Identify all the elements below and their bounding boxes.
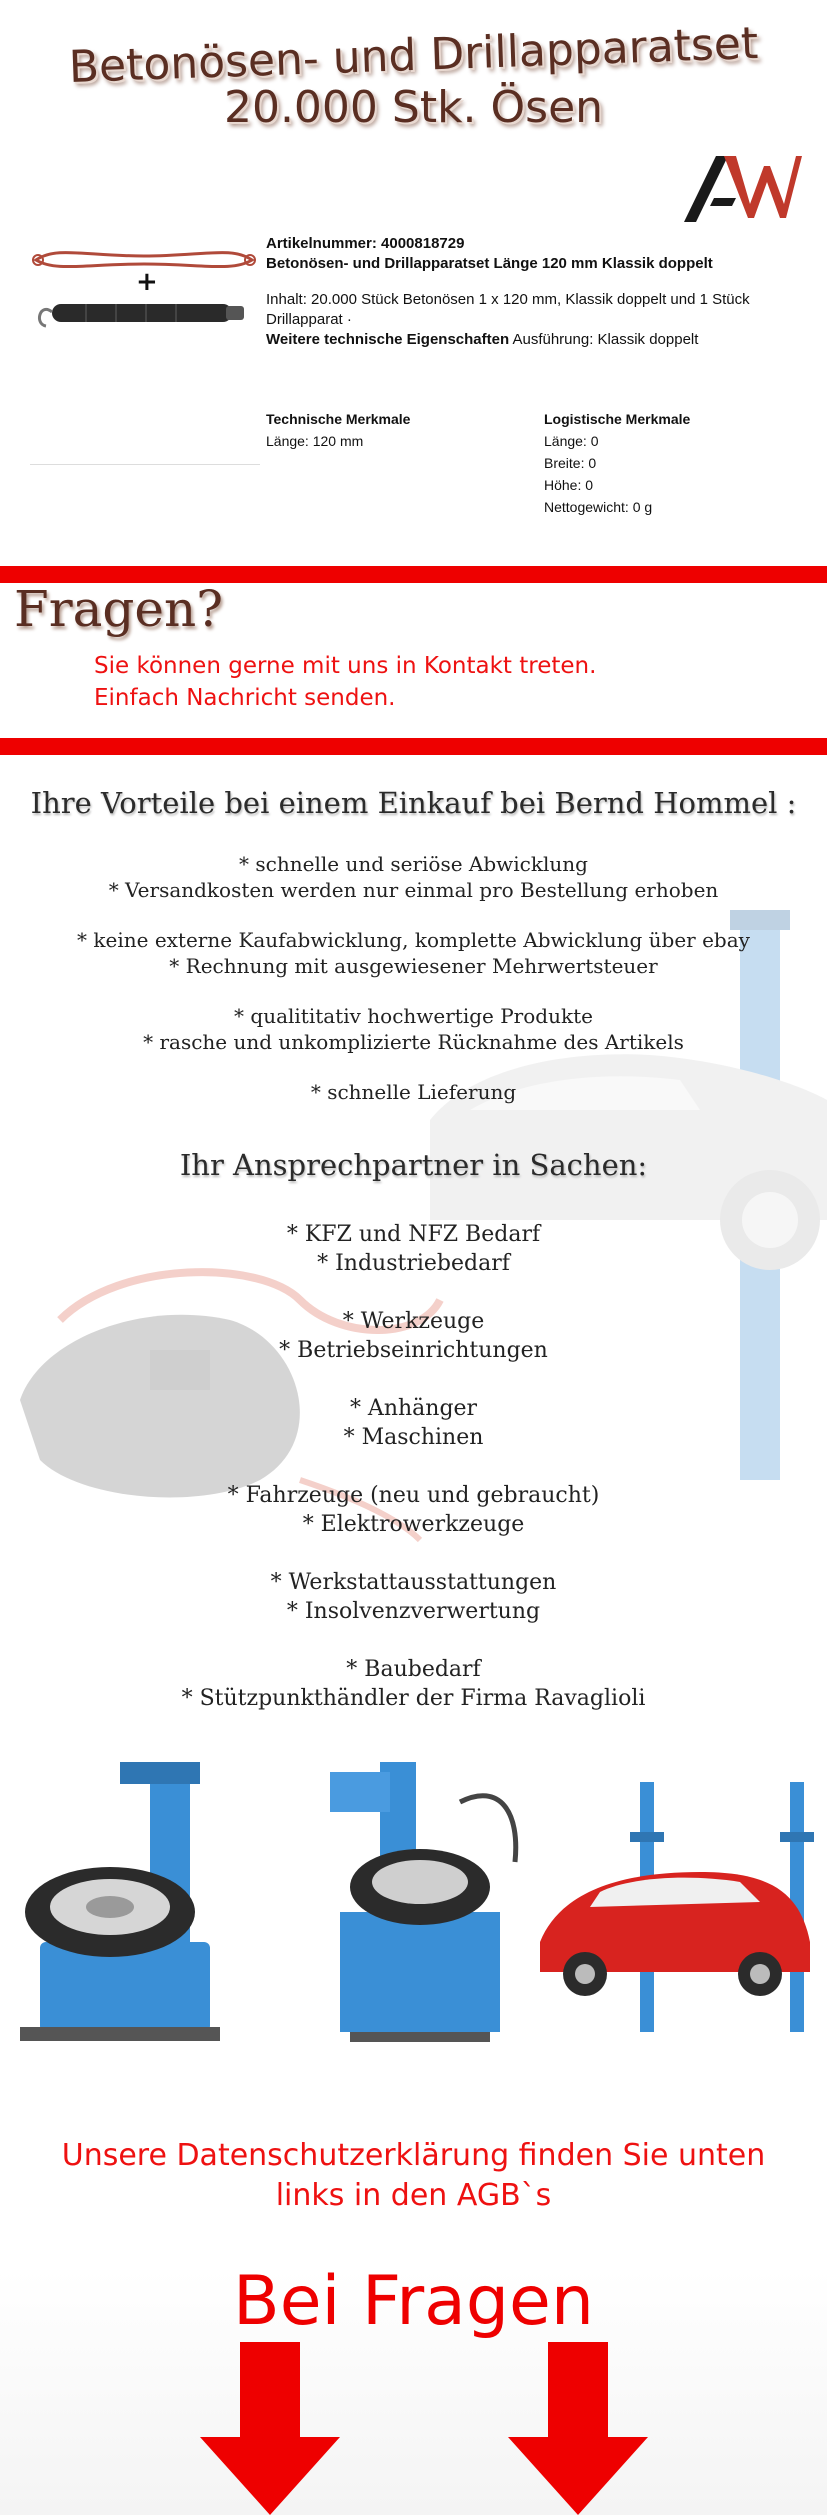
contact-text — [94, 650, 596, 714]
logistic-spec-item: Höhe: 0 — [544, 477, 594, 493]
product-properties — [266, 330, 796, 350]
product-name: Betonösen- und Drillapparatset Länge 120 mm Klassik doppelt — [266, 255, 713, 272]
logistic-specs-heading: Logistische Merkmale — [544, 411, 691, 427]
article-number: Artikelnummer: 4000818729 — [266, 235, 465, 252]
arrow-down-icon — [508, 2342, 648, 2515]
list-item: * Maschinen — [343, 1425, 484, 1450]
list-item: * Insolvenzverwertung — [286, 1599, 541, 1624]
list-item: * Elektrowerkzeuge — [302, 1512, 525, 1537]
privacy-line-2: links in den AGB`s — [275, 2178, 552, 2213]
list-item: * KFZ und NFZ Bedarf — [286, 1222, 541, 1247]
contact-areas-heading: Ihr Ansprechpartner in Sachen: — [179, 1148, 648, 1182]
list-item: * Werkstattausstattungen — [270, 1570, 557, 1595]
car-lift-icon — [540, 1782, 814, 2032]
tech-specs — [266, 408, 410, 452]
red-divider — [0, 738, 827, 755]
list-item: * Versandkosten werden nur einmal pro Bestellung erhoben — [108, 877, 719, 902]
tech-spec-item: Länge: 120 mm — [266, 433, 364, 449]
list-item: * qualititativ hochwertige Produkte — [234, 1004, 593, 1028]
contact-areas-list — [0, 1220, 827, 1713]
page-title — [0, 17, 827, 134]
list-item: * keine externe Kaufabwicklung, komplette Abwicklung über ebay — [77, 928, 750, 952]
list-item: * Fahrzeuge (neu und gebraucht) — [227, 1483, 600, 1508]
arrow-down-icon — [200, 2342, 340, 2515]
twist-tie-drill-icon — [26, 242, 262, 338]
privacy-notice — [0, 2136, 827, 2216]
questions-heading: Fragen? — [14, 580, 224, 638]
title-line-2: 20.000 Stk. Ösen — [223, 82, 604, 133]
list-item: * Stützpunkthändler der Firma Ravaglioli — [181, 1686, 646, 1711]
title-line-1: Betonösen- und Drillapparatset — [67, 17, 759, 94]
list-item: * Anhänger — [349, 1396, 478, 1421]
tire-changer-icon — [330, 1762, 516, 2042]
svg-text:+: + — [136, 267, 158, 297]
list-item: * Rechnung mit ausgewiesener Mehrwertsteuer — [169, 953, 658, 978]
list-item: * schnelle und seriöse Abwicklung — [239, 852, 588, 876]
contact-line-2: Einfach Nachricht senden. — [94, 685, 396, 711]
list-item: * schnelle Lieferung — [310, 1080, 517, 1104]
properties-label: Weitere technische Eigenschaften — [266, 331, 510, 348]
bottom-questions-heading: Bei Fragen — [233, 2262, 594, 2341]
logistic-spec-item: Länge: 0 — [544, 433, 599, 449]
privacy-line-1: Unsere Datenschutzerklärung finden Sie unten — [61, 2138, 766, 2173]
contact-line-1: Sie können gerne mit uns in Kontakt treten. — [94, 653, 597, 679]
logistic-spec-item: Breite: 0 — [544, 455, 597, 471]
aw-logo-icon — [684, 152, 804, 224]
list-item: * Industriebedarf — [317, 1251, 510, 1276]
divider — [30, 464, 260, 465]
product-info — [266, 234, 796, 350]
machines-gallery — [0, 1742, 827, 2072]
product-contents: Inhalt: 20.000 Stück Betonösen 1 x 120 mm, Klassik doppelt und 1 Stück Drillapparat · — [266, 291, 750, 328]
benefits-heading: Ihre Vorteile bei einem Einkauf bei Bernd Hommel : — [30, 786, 797, 820]
list-item: * Werkzeuge — [342, 1309, 485, 1334]
list-item: * rasche und unkomplizierte Rücknahme des Artikels — [143, 1029, 684, 1054]
tire-changer-icon — [20, 1762, 220, 2041]
logistic-specs — [544, 408, 690, 518]
benefits-list — [0, 852, 827, 1106]
properties-value: Ausführung: Klassik doppelt — [509, 331, 699, 348]
logistic-spec-item: Nettogewicht: 0 g — [544, 499, 653, 515]
list-item: * Baubedarf — [346, 1657, 481, 1682]
list-item: * Betriebseinrichtungen — [279, 1338, 548, 1363]
tech-specs-heading: Technische Merkmale — [266, 411, 411, 427]
